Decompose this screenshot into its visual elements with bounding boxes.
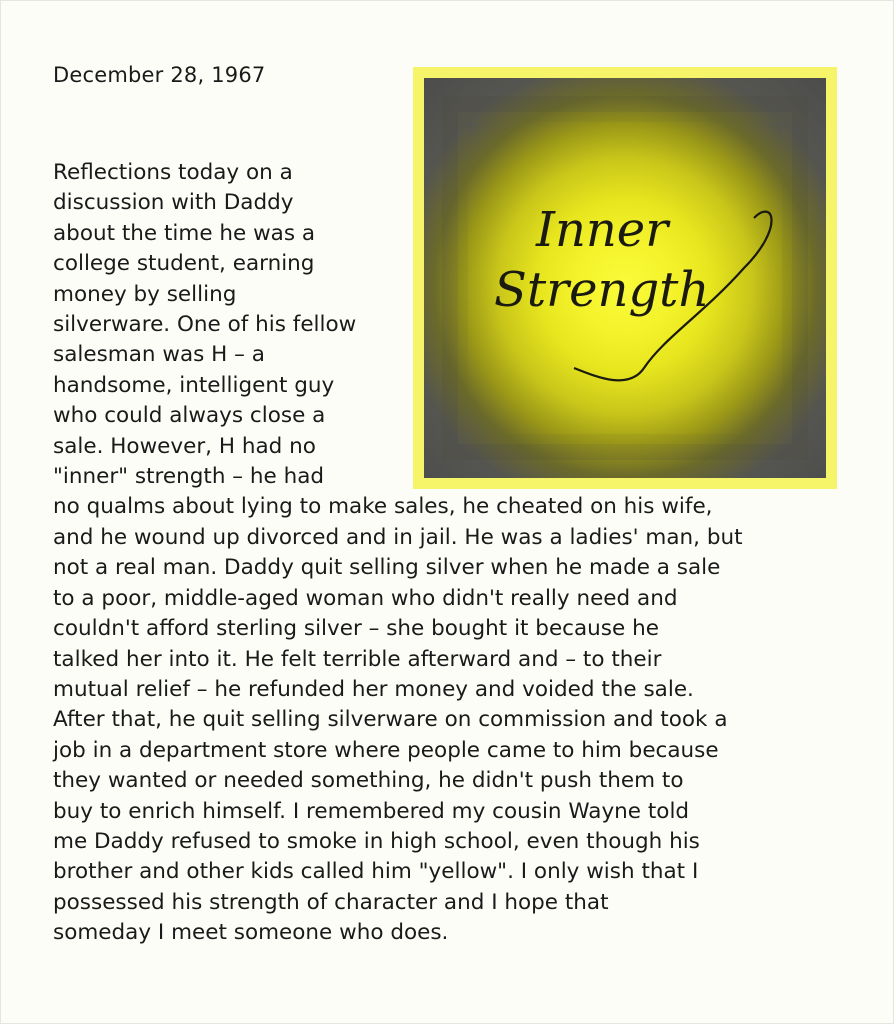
entry-line: someday I meet someone who does. <box>53 920 449 946</box>
entry-line: talked her into it. He felt terrible afterward and – to their <box>53 646 662 672</box>
entry-line: brother and other kids called him "yellow". I only wish that I <box>53 859 699 885</box>
entry-line: money by selling <box>53 281 237 307</box>
entry-line: discussion with Daddy <box>53 190 294 216</box>
entry-line: me Daddy refused to smoke in high school, even though his <box>53 828 700 854</box>
entry-line: possessed his strength of character and I hope that <box>53 889 609 915</box>
entry-line: to a poor, middle-aged woman who didn't really need and <box>53 585 678 611</box>
entry-line: silverware. One of his fellow <box>53 312 357 338</box>
entry-line: salesman was H – a <box>53 342 265 368</box>
entry-line: job in a department store where people came to him because <box>53 737 719 763</box>
entry-date: December 28, 1967 <box>53 63 266 87</box>
entry-line: couldn't afford sterling silver – she bought it because he <box>53 616 659 642</box>
glow-background <box>424 78 826 478</box>
entry-line: no qualms about lying to make sales, he cheated on his wife, <box>53 494 713 520</box>
entry-line: not a real man. Daddy quit selling silver when he made a sale <box>53 555 721 581</box>
image-title-line2: Strength <box>494 262 710 318</box>
entry-line: buy to enrich himself. I remembered my cousin Wayne told <box>53 798 690 824</box>
entry-line: handsome, intelligent guy <box>53 372 335 398</box>
entry-line: After that, he quit selling silverware on commission and took a <box>53 707 728 733</box>
entry-line: Reflections today on a <box>53 160 293 185</box>
entry-line: they wanted or needed something, he didn't push them to <box>53 768 684 794</box>
entry-line: who could always close a <box>53 403 326 429</box>
inner-strength-image <box>413 67 837 489</box>
title-artwork <box>424 78 826 478</box>
image-title-line1: Inner <box>536 202 669 258</box>
entry-line: mutual relief – he refunded her money and voided the sale. <box>53 676 694 702</box>
entry-line: college student, earning <box>53 251 315 277</box>
entry-line: about the time he was a <box>53 220 316 246</box>
entry-line: sale. However, H had no <box>53 433 316 459</box>
entry-line: "inner" strength – he had <box>53 464 325 490</box>
entry-line: and he wound up divorced and in jail. He was a ladies' man, but <box>53 524 743 550</box>
